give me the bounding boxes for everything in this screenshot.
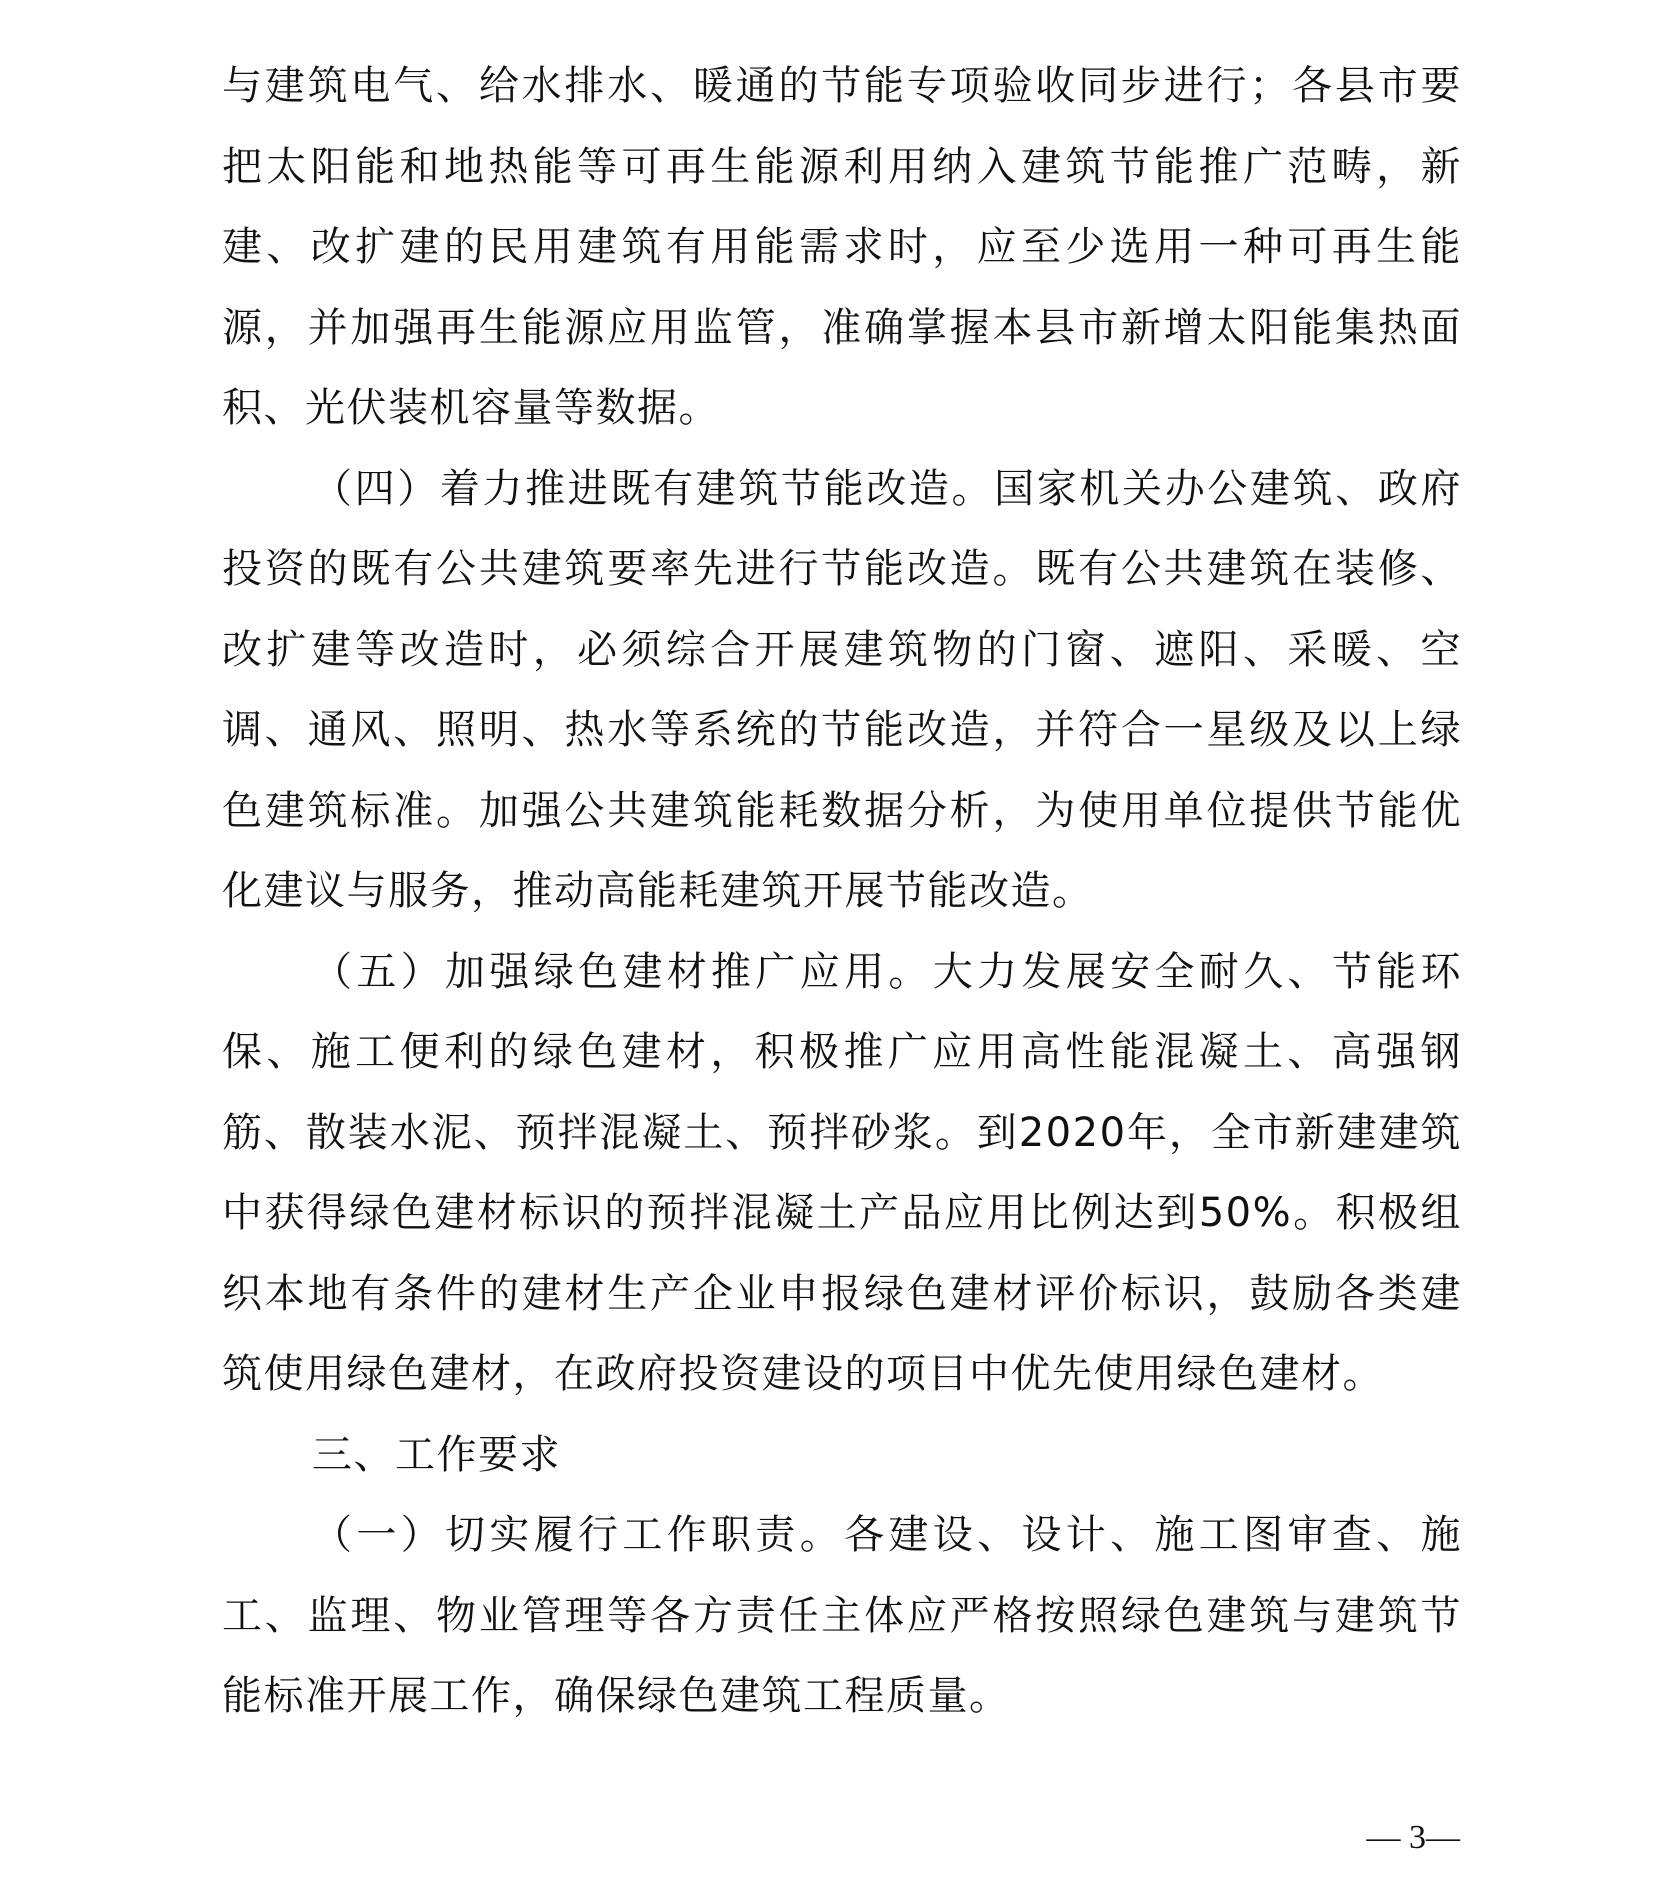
paragraph-section-four: （四）着力推进既有建筑节能改造。国家机关办公建筑、政府投资的既有公共建筑要率先进行节能改造。既有公共建筑在装修、改扩建等改造时，必须综合开展建筑物的门窗、遮阳、采暖、空调、通风、照明、热水等系统的节能改造，并符合一星级及以上绿色建筑标准。加强公共建筑能耗数据分析，为使用单位提供节能优化建议与服务，推动高能耗建筑开展节能改造。 [222,465,1462,914]
paragraph-requirement-one: （一）切实履行工作职责。各建设、设计、施工图审查、施工、监理、物业管理等各方责任主体应严格按照绿色建筑与建筑节能标准开展工作，确保绿色建筑工程质量。 [222,1512,1462,1719]
heading-work-requirements: 三、工作要求 [312,1431,561,1478]
paragraph-continued: 与建筑电气、给水排水、暖通的节能专项验收同步进行；各县市要把太阳能和地热能等可再生能源利用纳入建筑节能推广范畴，新建、改扩建的民用建筑有用能需求时，应至少选用一种可再生能源，并加强再生能源应用监管，准确掌握本县市新增太阳能集热面积、光伏装机容量等数据。 [222,63,1462,431]
body-text [222,46,1462,1737]
paragraph-section-five: （五）加强绿色建材推广应用。大力发展安全耐久、节能环保、施工便利的绿色建材，积极推广应用高性能混凝土、高强钢筋、散装水泥、预拌混凝土、预拌砂浆。到2020年，全市新建建筑中获得绿色建材标识的预拌混凝土产品应用比例达到50%。积极组织本地有条件的建材生产企业申报绿色建材评价标识，鼓励各类建筑使用绿色建材，在政府投资建设的项目中优先使用绿色建材。 [222,948,1462,1397]
page-number: — 3— [1366,1819,1460,1856]
